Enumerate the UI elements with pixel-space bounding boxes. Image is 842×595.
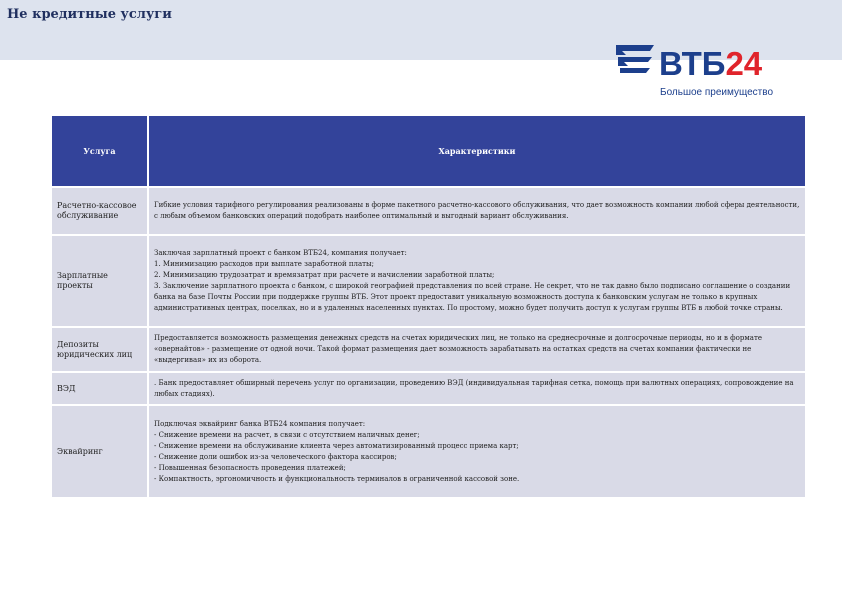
header-characteristics: Характеристики bbox=[148, 116, 805, 187]
description-line: . Банк предоставляет обширный перечень услуг по организации, проведению ВЭД (индивидуальная тарифная сетка, помощь при валютных операциях, сопровождение на любых стадиях). bbox=[154, 378, 794, 398]
logo-stripes-icon bbox=[612, 42, 656, 76]
service-description bbox=[148, 372, 805, 405]
services-table bbox=[52, 116, 805, 497]
service-description bbox=[148, 235, 805, 327]
vtb24-logo bbox=[612, 42, 792, 104]
description-line: - Компактность, эргономичность и функциональность терминалов в ограниченной кассовой зоне. bbox=[154, 474, 520, 483]
header-service: Услуга bbox=[52, 116, 148, 187]
description-line: Гибкие условия тарифного регулирования реализованы в форме пакетного расчетно-кассового обслуживания, что дает возможность компании любой сферы деятельности, с любым объемом банковских операций подобрать наиболее оптимальный и выгодный вариант обслуживания. bbox=[154, 201, 800, 220]
service-name: Зарплатные проекты bbox=[52, 235, 148, 327]
description-line: - Снижение доли ошибок из-за человеческого фактора кассиров; bbox=[154, 452, 397, 461]
description-line: Заключая зарплатный проект с банком ВТБ24, компания получает: bbox=[154, 249, 407, 257]
service-name: Эквайринг bbox=[52, 405, 148, 497]
logo-brand-main: ВТБ bbox=[659, 45, 726, 82]
service-description bbox=[148, 327, 805, 372]
description-line: - Снижение времени на обслуживание клиента через автоматизированный процесс приема карт; bbox=[154, 441, 519, 450]
description-line: Подключая эквайринг банка ВТБ24 компания получает: bbox=[154, 419, 366, 428]
service-description bbox=[148, 405, 805, 497]
description-line: 2. Минимизацию трудозатрат и времязатрат при расчете и начислении заработной платы; bbox=[154, 271, 495, 279]
page-title: Не кредитные услуги bbox=[7, 7, 172, 22]
service-name: Расчетно-кассовое обслуживание bbox=[52, 187, 148, 235]
description-line: 1. Минимизацию расходов при выплате заработной платы; bbox=[154, 260, 374, 268]
service-name: ВЭД bbox=[52, 372, 148, 405]
logo-brand-number: 24 bbox=[725, 45, 763, 82]
table-row bbox=[52, 187, 805, 235]
service-name: Депозиты юридических лиц bbox=[52, 327, 148, 372]
description-line: Предоставляется возможность размещения денежных средств на счетах юридических лиц, не только на среднесрочные и долгосрочные периоды, но и в формате «овернайтов» - размещение от одной ночи. Такой формат размещения дает возможность зарабатывать на остатках средств на счетах компании фактически не «выдергивая» их из оборота. bbox=[154, 334, 762, 364]
table-row bbox=[52, 235, 805, 327]
description-line: 3. Заключение зарплатного проекта с банком, с широкой географией представления по всей стране. Не секрет, что не так давно было подписано соглашение о создании банка на базе Почты России при поддержке группы ВТБ. Этот проект предоставит уникальную возможность доступа к банковским услугам не только в крупных административных центрах, поселках, но и в удаленных населенных пунктах. По простому, можно будет получить доступ к услугам группы ВТБ в любой точке страны. bbox=[154, 282, 791, 312]
logo-slogan: Большое преимущество bbox=[660, 87, 774, 98]
table-header-row bbox=[52, 116, 805, 187]
table-row bbox=[52, 327, 805, 372]
service-description bbox=[148, 187, 805, 235]
logo-wordmark bbox=[659, 46, 762, 82]
description-line: - Снижение времени на расчет, в связи с отсутствием наличных денег; bbox=[154, 430, 420, 439]
table-row bbox=[52, 405, 805, 497]
description-line: - Повышенная безопасность проведения платежей; bbox=[154, 463, 346, 472]
table-row bbox=[52, 372, 805, 405]
